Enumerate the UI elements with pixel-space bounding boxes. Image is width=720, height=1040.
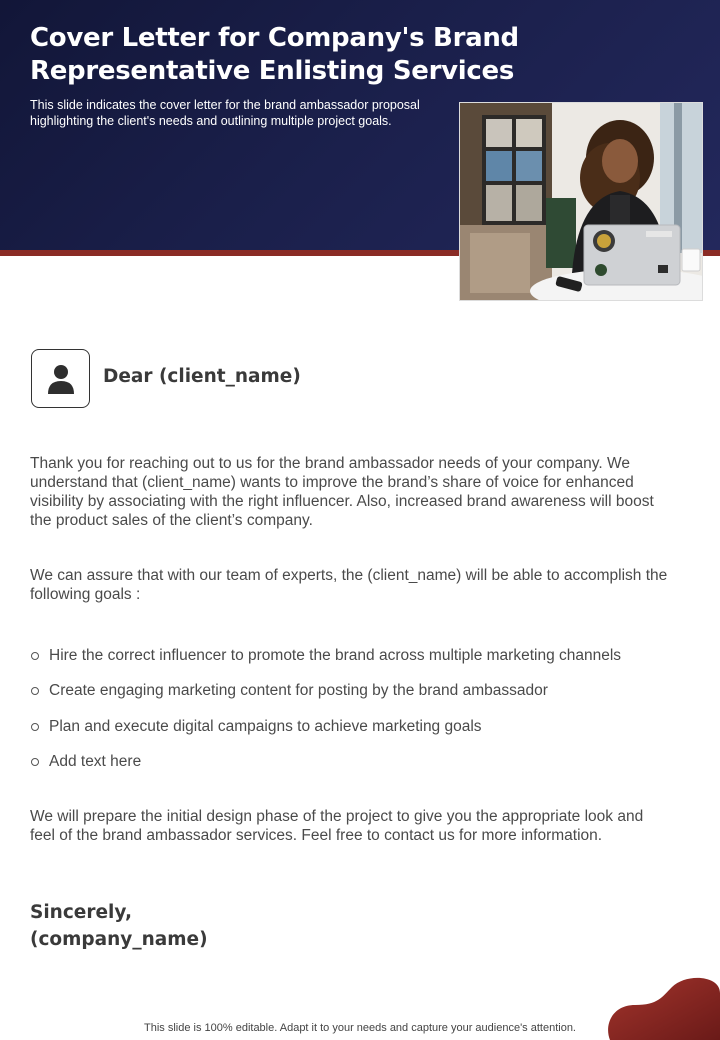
closing-salutation: Sincerely, (30, 902, 133, 923)
greeting: Dear (client_name) (103, 366, 301, 387)
user-icon (47, 363, 75, 395)
page-title: Cover Letter for Company's Brand Representative Enlisting Services (30, 23, 519, 86)
circle-bullet-icon (31, 687, 39, 695)
list-item (30, 752, 690, 787)
goals-list (30, 646, 690, 787)
paragraph-intro: Thank you for reaching out to us for the brand ambassador needs of your company. We understand that (client_name) wants to improve the brand’s share of voice for enhanced visibility by associating with the right influencer. Also, increased brand awareness will boost the product sales of the client’s company. (30, 455, 654, 529)
goal-text: Hire the correct influencer to promote the brand across multiple marketing channels (49, 647, 622, 664)
woman-with-laptop-photo (459, 102, 703, 301)
list-item (30, 646, 690, 681)
signoff-block (30, 899, 208, 953)
paragraph-closing: We will prepare the initial design phase of the project to give you the appropriate look and feel of the brand ambassador services. Feel free to contact us for more information. (30, 808, 644, 844)
avatar-frame (31, 349, 90, 408)
circle-bullet-icon (31, 652, 39, 660)
goal-text: Add text here (49, 752, 142, 770)
list-item (30, 681, 690, 716)
paragraph-assurance: We can assure that with our team of experts, the (client_name) will be able to accomplish the following goals : (30, 567, 668, 603)
goal-text: Create engaging marketing content for posting by the brand ambassador (49, 682, 548, 700)
company-signature: (company_name) (30, 929, 208, 950)
circle-bullet-icon (31, 723, 39, 731)
page-subtitle: This slide indicates the cover letter for the brand ambassador proposal highlighting the client's needs and outlining multiple project goals. (30, 98, 420, 128)
list-item (30, 717, 690, 752)
goal-text: Plan and execute digital campaigns to achieve marketing goals (49, 717, 482, 735)
footer-note: This slide is 100% editable. Adapt it to your needs and capture your audience's attention. (144, 1022, 576, 1034)
circle-bullet-icon (31, 758, 39, 766)
